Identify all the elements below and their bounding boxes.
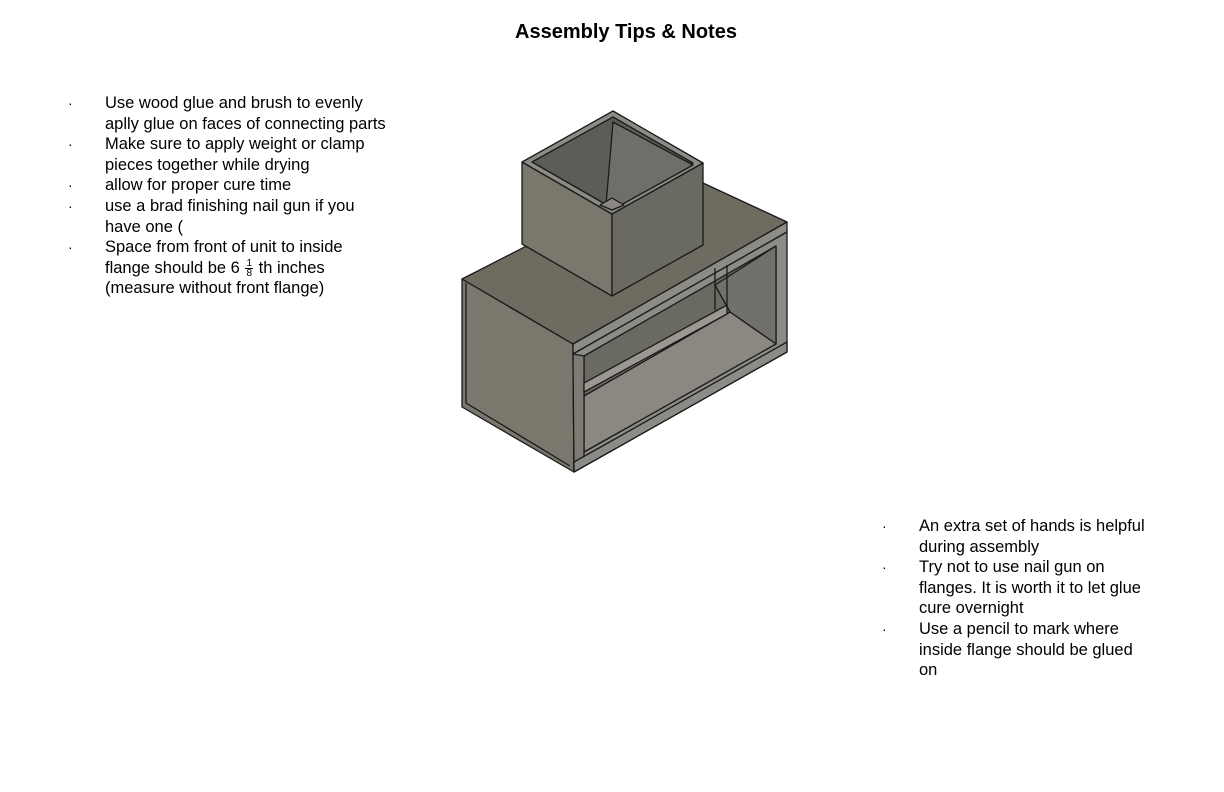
note-text: Try not to use nail gun on flanges. It is worth it to let glue cure overnight xyxy=(919,558,1141,618)
note-text: Use wood glue and brush to evenly aplly glue on faces of connecting parts xyxy=(105,94,386,133)
bullet: · xyxy=(68,197,73,214)
note-text: An extra set of hands is helpful during assembly xyxy=(919,517,1145,556)
bullet: · xyxy=(68,136,73,153)
note-text-after: th inches (measure without front flange) xyxy=(105,258,325,298)
page-title: Assembly Tips & Notes xyxy=(515,21,737,43)
note-text-before: Space from front of unit to inside flange should be 6 xyxy=(105,238,343,277)
cabinet-inner-left-post xyxy=(573,354,584,472)
note-text: use a brad finishing nail gun if you have one ( xyxy=(105,196,355,236)
fraction-denominator: 8 xyxy=(246,267,253,279)
bullet: · xyxy=(68,177,73,194)
bullet: · xyxy=(882,559,887,576)
bullet: · xyxy=(68,95,73,111)
note-text: Use a pencil to mark where inside flange should be glued on xyxy=(919,619,1133,680)
bullet: · xyxy=(882,518,887,534)
fraction-numerator: 1 xyxy=(246,257,253,269)
bullet: · xyxy=(882,620,887,637)
bullet: · xyxy=(68,239,73,256)
note-text: Make sure to apply weight or clamp pieces together while drying xyxy=(105,135,365,174)
note-text: allow for proper cure time xyxy=(105,176,292,195)
